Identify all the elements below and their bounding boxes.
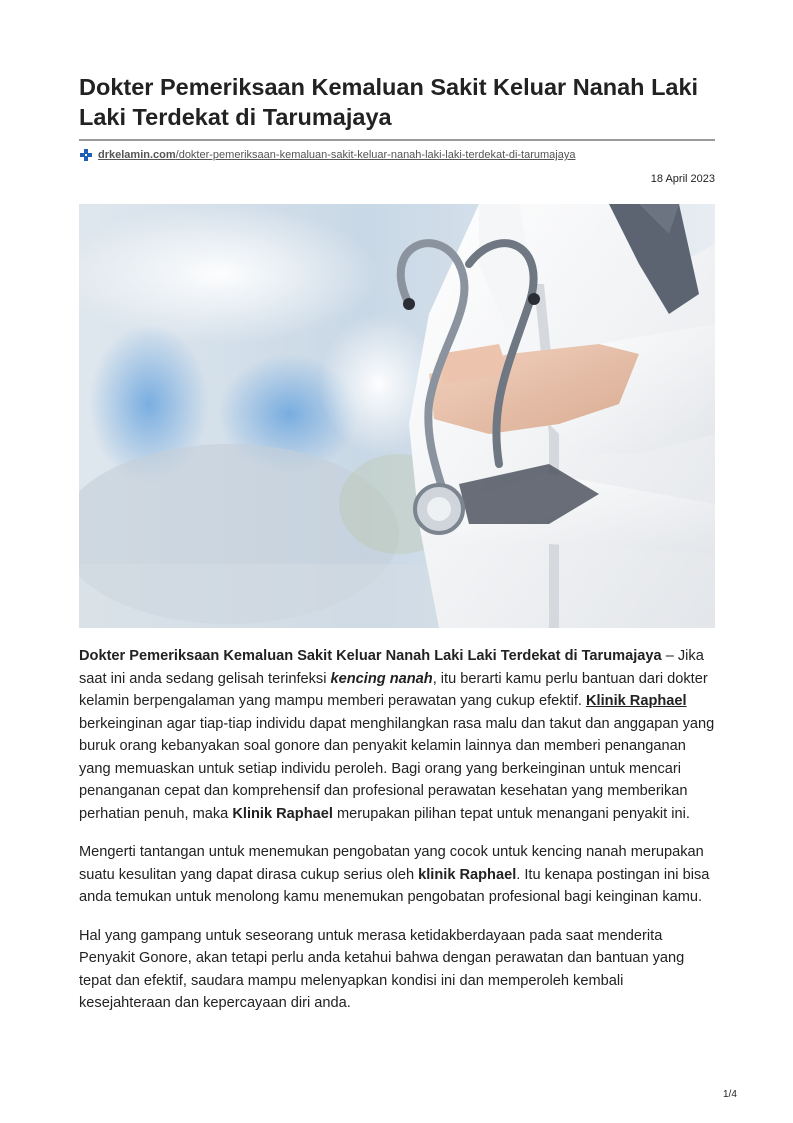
paragraph-2 — [79, 841, 715, 909]
article-date: 18 April 2023 — [650, 173, 715, 185]
klinik-raphael-bold: klinik Raphael — [418, 866, 517, 883]
paragraph-text: Hal yang gampang untuk seseorang untuk merasa ketidakberdayaan pada saat menderita Penyakit Gonore, akan tetapi perlu anda ketahui bahwa dengan perawatan dan bantuan yang tepat dan efektif, saudara mampu melenyapkan kondisi ini dan memperoleh kembali kesejahteraan dan kepercayaan diri anda. — [79, 927, 685, 1011]
lead-title: Dokter Pemeriksaan Kemaluan Sakit Keluar Nanah Laki Laki Terdekat di Tarumajaya — [79, 648, 662, 664]
medical-cross-icon — [79, 148, 93, 162]
hero-image — [79, 204, 715, 628]
doctor-stethoscope-photo — [79, 204, 715, 628]
paragraph-text: Mengerti tantangan untuk menemukan pengobatan yang cocok untuk kencing nanah merupakan suatu kesulitan yang dapat dirasa cukup serius oleh — [79, 844, 704, 883]
paragraph-text: . Itu kenapa postingan ini bisa anda temukan untuk menolong kamu menemukan pengobatan profesional bagi keinginan kamu. — [79, 866, 710, 905]
paragraph-text: berkeinginan agar tiap-tiap individu dapat menghilangkan rasa malu dan takut dan anggapan yang buruk orang kebanyakan soal gonore dan penyakit kelamin lainnya dan memberi penanganan yang memuaskan untuk setiap individu peroleh. Bagi orang yang berkeinginan untuk mencari penanganan cepat dan komprehensif dan profesional perawatan kesehatan yang memberikan perhatian penuh, maka — [79, 715, 715, 822]
paragraph-1 — [79, 645, 715, 825]
title-divider — [79, 139, 715, 141]
article-title: Dokter Pemeriksaan Kemaluan Sakit Keluar Nanah Laki Laki Terdekat di Tarumajaya — [79, 74, 699, 130]
article-body — [79, 645, 715, 1031]
klinik-raphael-link[interactable]: Klinik Raphael — [586, 693, 687, 709]
source-line — [79, 147, 575, 163]
source-link[interactable] — [98, 149, 575, 161]
source-domain: drkelamin.com — [98, 149, 176, 161]
page-number: 1/4 — [723, 1089, 737, 1100]
paragraph-text: – Jika saat ini anda sedang gelisah terinfeksi — [79, 648, 704, 687]
source-path: /dokter-pemeriksaan-kemaluan-sakit-keluar-nanah-laki-laki-terdekat-di-tarumajaya — [175, 149, 576, 161]
paragraph-3 — [79, 925, 715, 1015]
paragraph-text: , itu berarti kamu perlu bantuan dari dokter kelamin berpengalaman yang mampu memberi perawatan yang cukup efektif. — [79, 670, 708, 709]
emphasis-kencing-nanah: kencing nanah — [330, 670, 433, 687]
klinik-raphael-bold: Klinik Raphael — [232, 805, 333, 822]
paragraph-text: merupakan pilihan tepat untuk menangani penyakit ini. — [332, 805, 690, 822]
